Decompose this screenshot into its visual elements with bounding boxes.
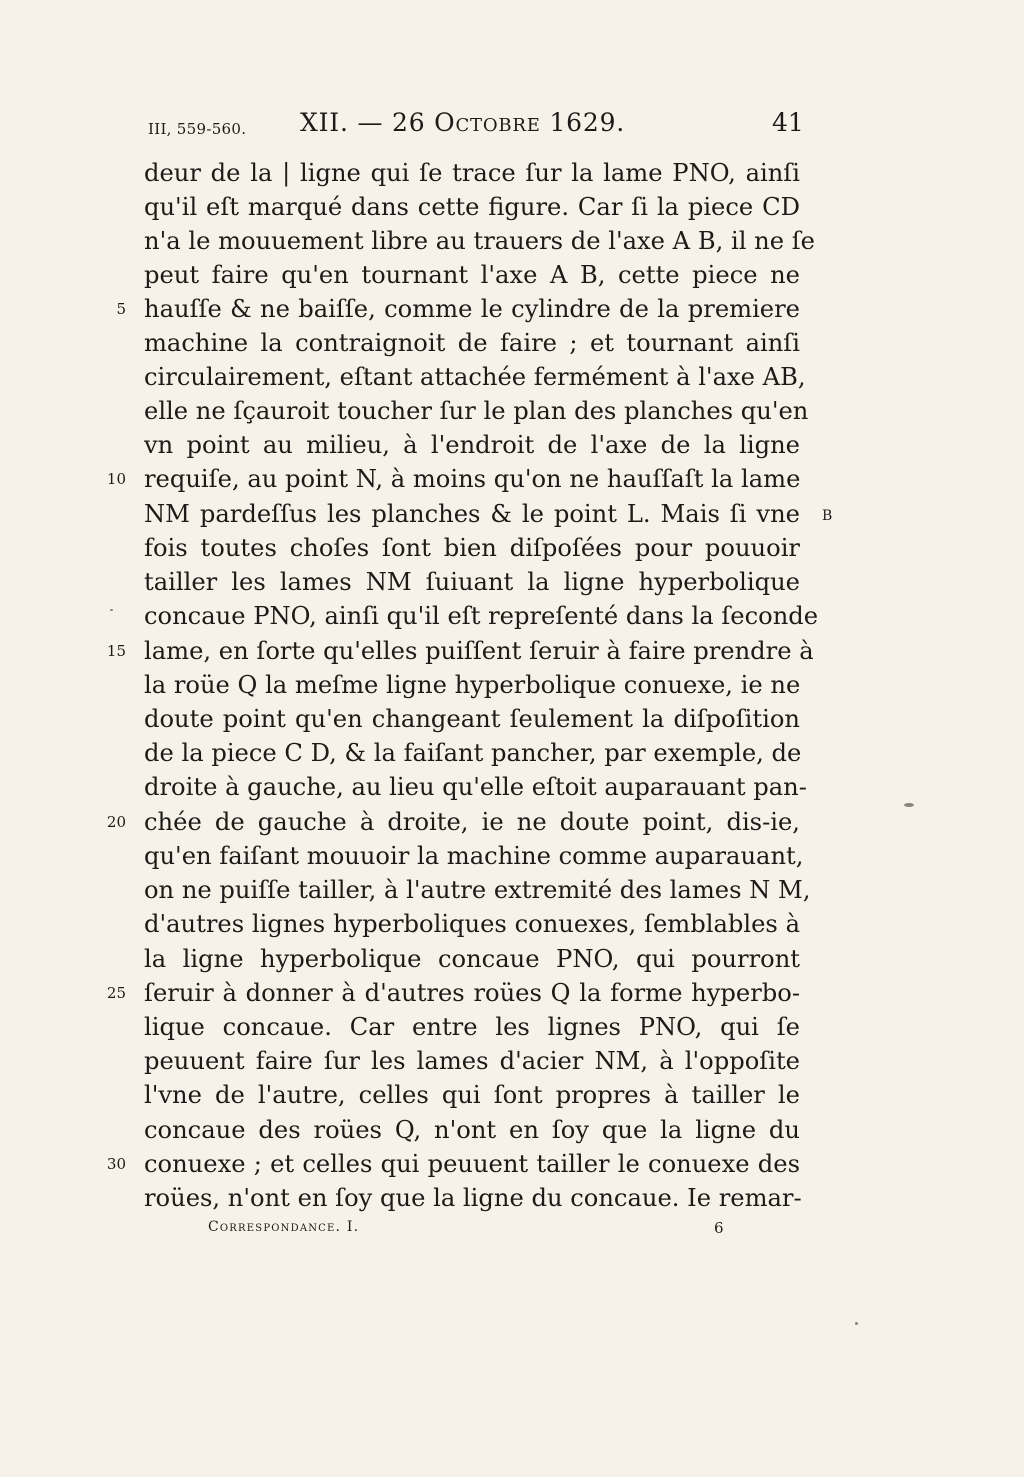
text-line: NM pardeſſus les planches & le point L. Mais ſi vne (144, 500, 800, 528)
line-number: 5 (116, 300, 126, 318)
text-line: circulairement, eſtant attachée fermément à l'axe AB, (144, 363, 806, 391)
text-line: l'vne de l'autre, celles qui ſont propres à tailler le (144, 1081, 800, 1109)
text-line: lame, en ſorte qu'elles puiſſent ſeruir à faire prendre à (144, 637, 814, 665)
text-line: lique concaue. Car entre les lignes PNO, qui ſe (144, 1013, 800, 1041)
page-footer (0, 1219, 1024, 1243)
text-line: droite à gauche, au lieu qu'elle eſtoit auparauant pan- (144, 773, 807, 801)
line-number: 20 (106, 813, 126, 831)
text-line: qu'il eſt marqué dans cette figure. Car ſi la piece CD (144, 193, 800, 221)
ink-speck (110, 609, 113, 611)
text-line: la roüe Q la meſme ligne hyperbolique conuexe, ie ne (144, 671, 801, 699)
text-line: conuexe ; et celles qui peuuent tailler le conuexe des (144, 1150, 800, 1178)
text-line: deur de la | ligne qui ſe trace ſur la lame PNO, ainſi (144, 159, 800, 187)
text-line: tailler les lames NM ſuiuant la ligne hyperbolique (144, 568, 800, 596)
text-line: doute point qu'en changeant ſeulement la diſpoſition (144, 705, 800, 733)
signature-mark: Correspondance. I. (208, 1219, 360, 1235)
line-number: 10 (106, 470, 126, 488)
text-line: hauſſe & ne baiſſe, comme le cylindre de la premiere (144, 295, 800, 323)
text-line: qu'en faiſant mouuoir la machine comme auparauant, (144, 842, 804, 870)
text-line: n'a le mouuement libre au trauers de l'axe A B, il ne ſe (144, 227, 815, 255)
line-number: 15 (106, 642, 126, 660)
line-number: 25 (106, 984, 126, 1002)
text-line: elle ne ſçauroit toucher ſur le plan des planches qu'en (144, 397, 809, 425)
text-line: peut faire qu'en tournant l'axe A B, cette piece ne (144, 261, 800, 289)
text-line: chée de gauche à droite, ie ne doute point, dis-ie, (144, 808, 800, 836)
edition-reference: III, 559-560. (148, 120, 247, 138)
text-line: peuuent faire ſur les lames d'acier NM, à l'oppoſite (144, 1047, 800, 1075)
text-line: roües, n'ont en ſoy que la ligne du concaue. Ie remar- (144, 1184, 802, 1212)
text-line: de la piece C D, & la faiſant pancher, par exemple, de (144, 739, 802, 767)
letter-title (300, 108, 625, 137)
title-year: 1629. (540, 108, 626, 137)
running-header (0, 108, 1024, 148)
signature-number: 6 (714, 1219, 724, 1237)
margin-note: B (822, 508, 833, 524)
text-line: on ne puiſſe tailler, à l'autre extremité des lames N M, (144, 876, 811, 904)
line-number: 30 (106, 1155, 126, 1173)
ink-speck (855, 1322, 858, 1325)
text-line: concaue des roües Q, n'ont en ſoy que la ligne du (144, 1116, 800, 1144)
text-line: d'autres lignes hyperboliques conuexes, ſemblables à (144, 910, 800, 938)
text-line: machine la contraignoit de faire ; et tournant ainſi (144, 329, 800, 357)
ink-speck (904, 803, 914, 807)
text-line: ſeruir à donner à d'autres roües Q la forme hyperbo- (144, 979, 800, 1007)
title-month: Octobre (434, 108, 541, 137)
text-line: fois toutes choſes ſont bien diſpoſées pour pouuoir (144, 534, 800, 562)
page-number: 41 (772, 108, 804, 137)
title-prefix: XII. — 26 (300, 108, 435, 137)
text-line: requiſe, au point N, à moins qu'on ne hauſſaſt la lame (144, 465, 801, 493)
text-line: vn point au milieu, à l'endroit de l'axe de la ligne (144, 431, 800, 459)
text-line: concaue PNO, ainſi qu'il eſt repreſenté dans la ſeconde (144, 602, 819, 630)
text-line: la ligne hyperbolique concaue PNO, qui pourront (144, 945, 800, 973)
